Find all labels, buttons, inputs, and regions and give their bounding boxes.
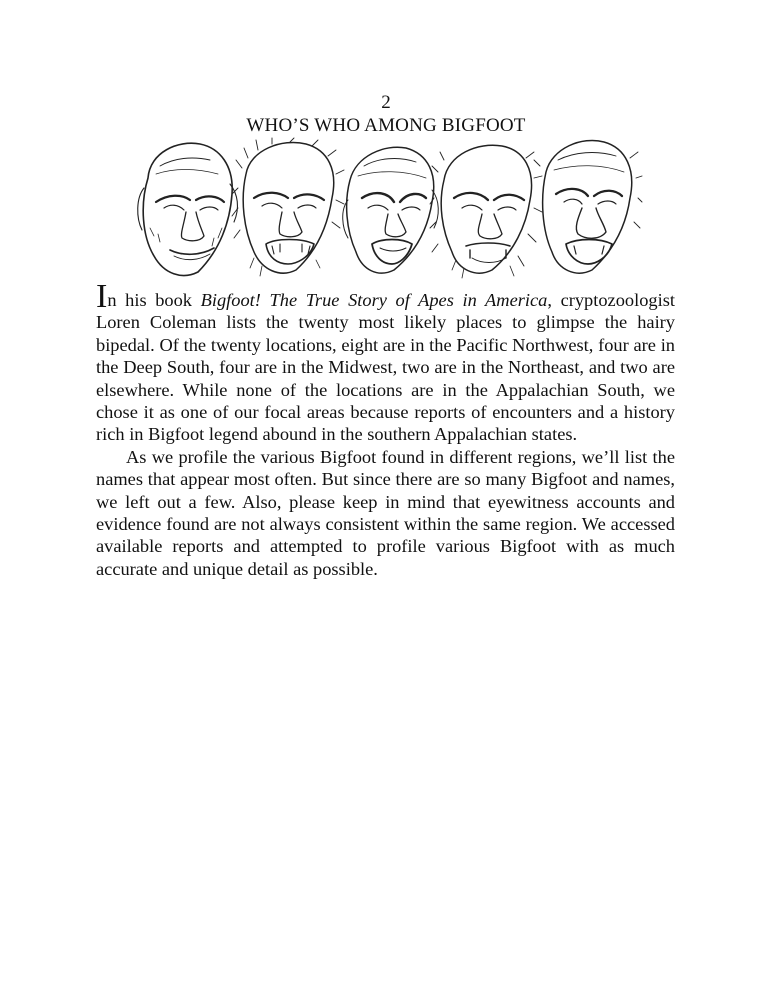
bigfoot-faces-illustration: [128, 134, 643, 282]
chapter-number: 2: [381, 92, 391, 113]
bigfoot-face-1: [138, 143, 238, 275]
paragraph-1-intro: n his book: [107, 290, 201, 310]
paragraph-1-rest: , cryptozoologist Loren Coleman lists the twenty most likely places to glimpse the hairy bipedal. Of the twenty locations, eight are in the Pacific Northwest, four are in the Deep South, four are in the Midwest, two are in the Northeast, and two are elsewhere. While none of the locations are in the Appalachian South, we chose it as one of our focal areas because reports of encounters and a history rich in Bigfoot legend abound in the southern Appalachian states.: [96, 290, 675, 445]
bigfoot-face-3: [343, 147, 439, 273]
body-text: [96, 278, 675, 580]
bigfoot-face-5: [534, 140, 642, 273]
paragraph-2: As we profile the various Bigfoot found in different regions, we’ll list the names that appear most often. But since there are so many Bigfoot and names, we left out a few. Also, please keep in mind that eyewitness accounts and evidence found are not always consistent within the same region. We accessed available reports and attempted to profile various Bigfoot with as much accurate and unique detail as possible.: [96, 446, 675, 579]
book-title: Bigfoot! The True Story of Apes in America: [200, 290, 548, 310]
paragraph-1: [96, 278, 675, 446]
bigfoot-face-2: [232, 138, 344, 276]
chapter-title: WHO’S WHO AMONG BIGFOOT: [246, 115, 526, 136]
drop-cap: I: [96, 278, 108, 315]
bigfoot-face-4: [430, 145, 542, 278]
